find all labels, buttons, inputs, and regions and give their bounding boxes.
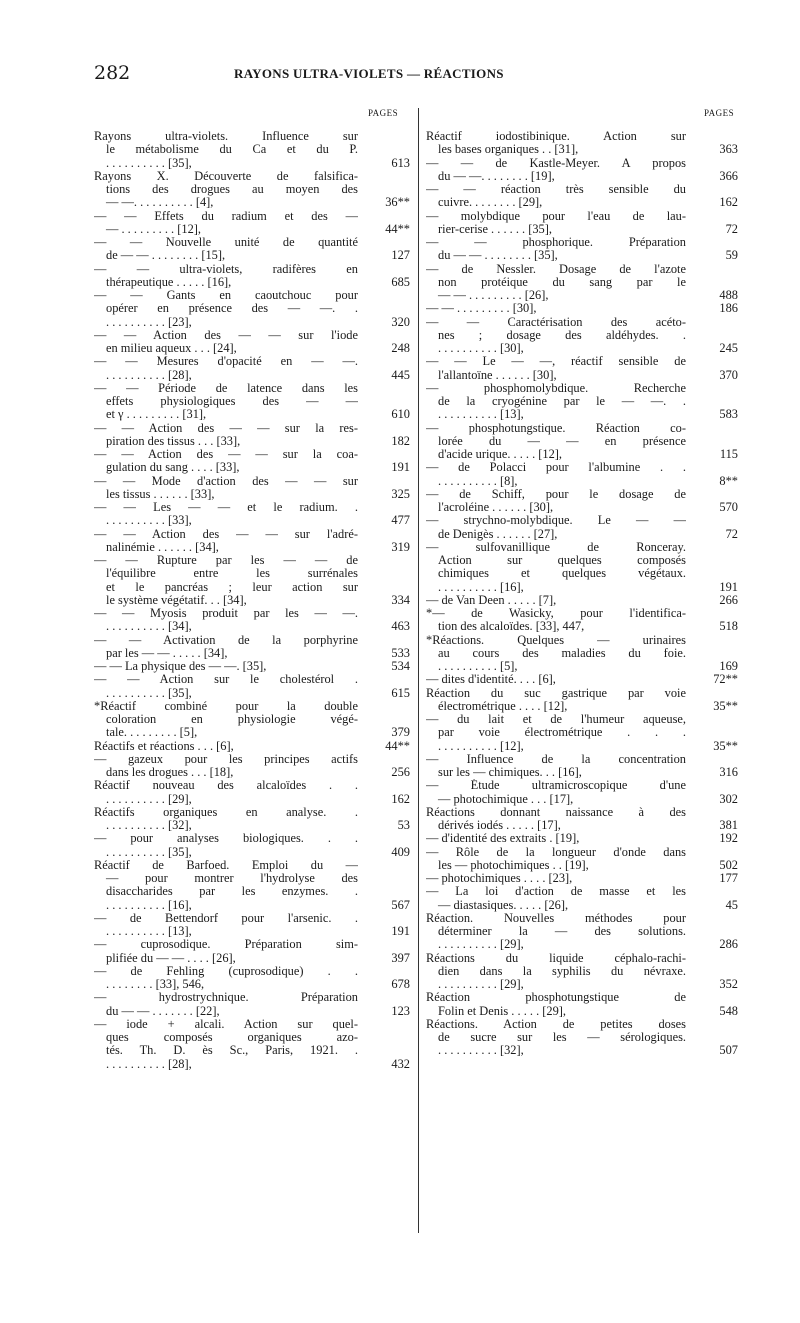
index-entry	[426, 991, 738, 1018]
entry-line: — — Action des — — sur la res-	[94, 421, 358, 435]
entry-line: — molybdique pour l'eau de lau-	[426, 209, 686, 223]
entry-line: sur les — chimiques. . . [16],	[438, 766, 582, 779]
entry-line: piration des tissus . . . [33],	[106, 434, 241, 448]
entry-line: . . . . . . . . . . [8],	[438, 474, 518, 488]
entry-line: . . . . . . . . . . [28],	[106, 368, 192, 382]
page-reference: 397	[391, 950, 410, 965]
entry-line: Réactions donnant naissance à des	[426, 805, 686, 819]
entry-line: Réaction. Nouvelles méthodes pour	[426, 911, 686, 925]
index-entry	[94, 329, 410, 356]
page-reference: 35**	[713, 738, 738, 753]
entry-line: *Réactions. Quelques — urinaires	[426, 633, 686, 647]
page-reference: 44**	[385, 221, 410, 236]
entry-line: — d'identité des extraits . [19],	[426, 832, 580, 846]
entry-line: . . . . . . . . . . [35],	[106, 845, 192, 859]
entry-line: . . . . . . . . . . [13],	[438, 408, 524, 422]
page-reference: 72	[725, 221, 738, 236]
page-reference: 534	[391, 659, 410, 673]
page-reference: 115	[719, 447, 738, 461]
entry-line: . . . . . . . . . . [29],	[438, 978, 524, 991]
entry-line: . . . . . . . . . . [33],	[106, 514, 192, 528]
entry-line: — — Mode d'action des — — sur	[94, 474, 358, 488]
entry-line: . . . . . . . . . . [29],	[106, 792, 192, 806]
page-reference: 53	[397, 818, 410, 832]
index-entry	[94, 806, 410, 833]
entry-line: le système végétatif. . . [34],	[106, 593, 247, 607]
entry-line: Réaction du suc gastrique par voie	[426, 686, 686, 700]
entry-line: dérivés iodés . . . . . [17],	[438, 819, 561, 832]
index-entry	[94, 912, 410, 939]
entry-line: . . . . . . . . . . [35],	[106, 686, 192, 700]
entry-line: lorée du — — en présence	[438, 434, 686, 448]
page-reference: 363	[719, 142, 738, 157]
page-reference: 320	[391, 314, 410, 329]
page-reference: 319	[391, 539, 410, 554]
entry-line: — hydrostrychnique. Préparation	[94, 991, 358, 1005]
index-entry	[426, 673, 738, 686]
page-reference: 352	[719, 977, 738, 991]
page-reference: 432	[391, 1056, 410, 1071]
entry-line: par les — — . . . . . [34],	[106, 646, 228, 660]
entry-line: déterminer la — des solutions.	[438, 925, 686, 938]
index-entry	[426, 183, 738, 210]
entry-line: — —. . . . . . . . . . [4],	[106, 196, 214, 210]
index-entry	[426, 302, 738, 315]
entry-line: . . . . . . . . . . [35],	[106, 156, 192, 170]
running-title: RAYONS ULTRA-VIOLETS — RÉACTIONS	[234, 66, 504, 81]
page-reference: 567	[391, 897, 410, 912]
page-reference: 169	[719, 659, 738, 673]
entry-line: Réactions du liquide céphalo-rachi-	[426, 951, 686, 965]
entry-line: — — Caractérisation des acéto-	[426, 315, 686, 329]
page-reference: 316	[719, 765, 738, 779]
entry-line: coloration en physiologie végé-	[106, 713, 358, 726]
entry-line: — gazeux pour les principes actifs	[94, 752, 358, 766]
page-reference: 191	[391, 460, 410, 475]
entry-line: gulation du sang . . . . [33],	[106, 461, 240, 475]
entry-line: — de Nessler. Dosage de l'azote	[426, 262, 686, 276]
entry-line: et γ . . . . . . . . . [31],	[106, 408, 207, 422]
entry-line: les — photochimiques . . [19],	[438, 858, 589, 872]
page-reference: 72**	[713, 672, 738, 687]
index-entry	[94, 660, 410, 673]
entry-line: — diastasiques. . . . . [26],	[438, 898, 569, 912]
entry-line: — — La physique des — —. [35],	[94, 660, 267, 673]
entry-line: du — — . . . . . . . . [35],	[438, 249, 558, 263]
entry-line: les bases organiques . . [31],	[438, 143, 579, 157]
page-reference: 685	[391, 274, 410, 289]
index-entry	[426, 832, 738, 845]
entry-line: tés. Th. D. ès Sc., Paris, 1921. .	[106, 1044, 358, 1058]
entry-line: disaccharides par les enzymes. .	[106, 885, 358, 899]
page-reference: 502	[719, 857, 738, 872]
entry-line: — — Le — —, réactif sensible de	[426, 355, 686, 369]
index-entry	[426, 753, 738, 780]
index-entry	[426, 422, 738, 462]
index-entry	[426, 806, 738, 833]
entry-line: — — Action sur le cholestérol .	[94, 673, 358, 687]
left-entries	[94, 130, 410, 1071]
index-entry	[94, 130, 410, 170]
index-entry	[426, 541, 738, 594]
page-reference: 191	[719, 579, 738, 594]
entry-line: Folin et Denis . . . . . [29],	[438, 1004, 567, 1018]
entry-line: . . . . . . . . . . [16],	[438, 580, 524, 594]
index-entry	[426, 210, 738, 237]
entry-line: — — de Kastle-Meyer. A propos	[426, 156, 686, 170]
index-entry	[426, 687, 738, 714]
page-reference: 36**	[385, 195, 410, 210]
entry-line: — — Gants en caoutchouc pour	[94, 289, 358, 302]
index-entry	[426, 263, 738, 303]
page-reference: 256	[391, 765, 410, 779]
entry-line: — de Bettendorf pour l'arsenic. .	[94, 911, 358, 925]
entry-line: opérer en présence des — —. .	[106, 302, 358, 316]
entry-line: chimiques et quelques végétaux.	[438, 567, 686, 581]
entry-line: — — Nouvelle unité de quantité	[94, 236, 358, 249]
entry-line: dien dans la syphilis du névraxe.	[438, 964, 686, 978]
entry-line: de — — . . . . . . . . [15],	[106, 249, 226, 263]
index-entry	[94, 554, 410, 607]
entry-line: . . . . . . . . . . [13],	[106, 925, 192, 938]
page-reference: 533	[391, 645, 410, 660]
entry-line: nalinémie . . . . . . [34],	[106, 540, 219, 554]
index-entry	[94, 859, 410, 912]
page-reference: 381	[719, 818, 738, 832]
index-entry	[426, 355, 738, 382]
entry-line: — du lait et de l'humeur aqueuse,	[426, 713, 686, 726]
entry-line: — Influence de la concentration	[426, 752, 686, 766]
page-reference: 191	[391, 924, 410, 938]
index-entry	[94, 1018, 410, 1071]
entry-line: — de Schiff, pour le dosage de	[426, 487, 686, 501]
page-reference: 370	[719, 367, 738, 382]
entry-line: . . . . . . . . . . [32],	[106, 819, 192, 832]
page-reference: 186	[719, 301, 738, 316]
entry-line: — . . . . . . . . . [12],	[106, 222, 201, 236]
index-entry	[426, 461, 738, 488]
entry-line: . . . . . . . . . . [29],	[438, 938, 524, 952]
index-entry	[426, 594, 738, 607]
entry-line: nes ; dosage des aldéhydes. .	[438, 328, 686, 342]
page-reference: 507	[719, 1043, 738, 1058]
index-entry	[426, 912, 738, 952]
index-entry	[426, 488, 738, 515]
entry-line: l'allantoïne . . . . . . [30],	[438, 368, 557, 382]
pages-label: PAGES	[368, 108, 399, 118]
page-reference: 245	[719, 341, 738, 355]
page-reference: 35**	[713, 698, 738, 713]
page-reference: 182	[391, 433, 410, 448]
entry-line: . . . . . . . . . . [12],	[438, 739, 524, 753]
index-entry	[94, 236, 410, 263]
index-entry	[426, 952, 738, 992]
entry-line: Réactions. Action de petites doses	[426, 1017, 686, 1031]
index-entry	[94, 170, 410, 210]
entry-line: au cours des maladies du foie.	[438, 646, 686, 660]
page-reference: 59	[725, 248, 738, 263]
entry-line: — photochimique . . . [17],	[438, 792, 574, 806]
page-reference: 610	[391, 407, 410, 422]
index-entry	[94, 753, 410, 780]
page-reference: 334	[391, 592, 410, 607]
page-reference: 72	[725, 526, 738, 541]
entry-line: cuivre. . . . . . . . [29],	[438, 196, 543, 210]
entry-line: l'équilibre entre les surrénales	[106, 567, 358, 581]
entry-line: — — Action des — — sur l'adré-	[94, 527, 358, 541]
page-number: 282	[94, 62, 131, 84]
entry-line: dans les drogues . . . [18],	[106, 766, 234, 779]
index-entry	[426, 779, 738, 806]
index-entry	[426, 316, 738, 356]
entry-line: . . . . . . . . . . [5],	[438, 660, 518, 673]
entry-line: Réactif nouveau des alcaloïdes . .	[94, 779, 358, 793]
running-head	[94, 62, 734, 86]
entry-line: — — phosphorique. Préparation	[426, 236, 686, 249]
entry-line: — de Fehling (cuprosodique) . .	[94, 964, 358, 978]
entry-line: — pour montrer l'hydrolyse des	[106, 872, 358, 885]
page-reference: 366	[719, 168, 738, 183]
index-entry	[426, 382, 738, 422]
entry-line: — — . . . . . . . . . [30],	[426, 302, 537, 316]
index-entry	[94, 700, 410, 740]
index-entry	[94, 740, 410, 753]
entry-line: . . . . . . . . . . [32],	[438, 1044, 524, 1058]
entry-line: — La loi d'action de masse et les	[426, 885, 686, 899]
index-entry	[426, 846, 738, 873]
entry-line: rier-cerise . . . . . . [35],	[438, 222, 552, 236]
entry-line: . . . . . . . . [33], 546,	[106, 978, 205, 991]
entry-line: ques composés organiques azo-	[106, 1031, 358, 1044]
index-entry	[94, 634, 410, 661]
entry-line: — Rôle de la longueur d'onde dans	[426, 845, 686, 859]
index-entry	[94, 289, 410, 329]
entry-line: . . . . . . . . . . [16],	[106, 898, 192, 912]
entry-line: — — . . . . . . . . . [26],	[438, 289, 549, 302]
page-reference: 8**	[719, 473, 738, 488]
page-reference: 45	[725, 897, 738, 912]
index-entry	[426, 130, 738, 157]
page-reference: 286	[719, 937, 738, 952]
entry-line: de Denigès . . . . . . [27],	[438, 527, 558, 541]
index-entry	[94, 210, 410, 237]
entry-line: — Étude ultramicroscopique d'une	[426, 779, 686, 793]
entry-line: — phosphomolybdique. Recherche	[426, 381, 686, 395]
page-reference: 488	[719, 288, 738, 302]
index-entry	[426, 607, 738, 634]
page-reference: 44**	[385, 738, 410, 753]
page-reference: 583	[719, 407, 738, 422]
index-entry	[426, 157, 738, 184]
entry-line: tale. . . . . . . . . [5],	[106, 726, 198, 740]
entry-line: l'acroléine . . . . . . [30],	[438, 501, 554, 514]
index-entry	[94, 475, 410, 502]
page-reference: 127	[391, 248, 410, 263]
index-entry	[94, 832, 410, 859]
entry-line: tion des alcaloïdes. [33], 447,	[438, 620, 585, 634]
entry-line: — de Polacci pour l'albumine . .	[426, 461, 686, 475]
entry-line: électrométrique . . . . [12],	[438, 699, 568, 713]
page-reference: 613	[391, 155, 410, 170]
page-reference: 615	[391, 685, 410, 700]
entry-line: — — Action des — — sur la coa-	[94, 448, 358, 461]
index-entry	[94, 448, 410, 475]
entry-line: — pour analyses biologiques. . .	[94, 832, 358, 846]
index-entry	[426, 885, 738, 912]
pages-label: PAGES	[704, 108, 735, 118]
entry-line: — de Van Deen . . . . . [7],	[426, 593, 557, 607]
entry-line: — — Mesures d'opacité en — —.	[94, 355, 358, 369]
entry-line: Réactifs et réactions . . . [6],	[94, 739, 234, 753]
entry-line: du — —. . . . . . . . [19],	[438, 169, 555, 183]
page-reference: 192	[719, 831, 738, 846]
index-entry	[94, 991, 410, 1018]
entry-line: par voie électrométrique . . .	[438, 726, 686, 740]
index-entry	[94, 528, 410, 555]
index-entry	[426, 514, 738, 541]
entry-line: Réaction phosphotungstique de	[426, 991, 686, 1005]
index-entry	[94, 965, 410, 992]
entry-line: . . . . . . . . . . [30],	[438, 342, 524, 355]
entry-line: du — — . . . . . . . [22],	[106, 1004, 220, 1018]
index-entry	[94, 382, 410, 422]
entry-line: Réactifs organiques en analyse. .	[94, 805, 358, 819]
entry-line: Action sur quelques composés	[438, 554, 686, 567]
entry-line: *Réactif combiné pour la double	[94, 699, 358, 713]
entry-line: Réactif de Barfoed. Emploi du —	[94, 858, 358, 872]
entry-line: le métabolisme du Ca et du P.	[106, 143, 358, 157]
entry-line: Réactif iodostibinique. Action sur	[426, 130, 686, 143]
page-reference: 445	[391, 367, 410, 382]
entry-line: d'acide urique. . . . . [12],	[438, 448, 563, 461]
page-reference: 518	[719, 619, 738, 634]
index-entry	[426, 236, 738, 263]
entry-line: les tissus . . . . . . [33],	[106, 487, 215, 501]
entry-line: — sulfovanillique de Ronceray.	[426, 540, 686, 554]
page-reference: 302	[719, 791, 738, 806]
entry-line: — cuprosodique. Préparation sim-	[94, 938, 358, 952]
entry-line: . . . . . . . . . . [28],	[106, 1057, 192, 1071]
entry-line: — — réaction très sensible du	[426, 183, 686, 196]
page-reference: 266	[719, 592, 738, 607]
index-entry	[94, 422, 410, 449]
entry-line: effets physiologiques des — —	[106, 395, 358, 408]
right-entries	[426, 130, 738, 1058]
entry-line: — — Action des — — sur l'iode	[94, 328, 358, 342]
page-reference: 325	[391, 486, 410, 501]
entry-line: non protéique du sang par le	[438, 275, 686, 289]
page-reference: 162	[719, 195, 738, 210]
entry-line: — — Effets du radium et des —	[94, 209, 358, 223]
entry-line: — dites d'identité. . . . [6],	[426, 673, 556, 687]
page-reference: 548	[719, 1003, 738, 1018]
page-reference: 570	[719, 500, 738, 514]
entry-line: — — Les — — et le radium. .	[94, 501, 358, 514]
entry-line: Rayons X. Découverte de falsifica-	[94, 169, 358, 183]
entry-line: *— de Wasicky, pour l'identifica-	[426, 607, 686, 620]
index-entry	[94, 938, 410, 965]
entry-line: . . . . . . . . . . [23],	[106, 315, 192, 329]
page-reference: 463	[391, 619, 410, 634]
entry-line: . . . . . . . . . . [34],	[106, 620, 192, 634]
index-entry	[94, 607, 410, 634]
index-entry	[94, 779, 410, 806]
page-reference: 123	[391, 1003, 410, 1018]
entry-line: de la cryogénine par le — —. .	[438, 395, 686, 408]
page-reference: 177	[719, 871, 738, 885]
entry-line: Rayons ultra-violets. Influence sur	[94, 130, 358, 143]
entry-line: — photochimiques . . . . [23],	[426, 872, 573, 885]
entry-line: — — Période de latence dans les	[94, 381, 358, 395]
index-entry	[94, 355, 410, 382]
entry-line: en milieu aqueux . . . [24],	[106, 342, 237, 355]
entry-line: — strychno-molybdique. Le — —	[426, 514, 686, 528]
entry-line: de sucre sur les — sérologiques.	[438, 1031, 686, 1044]
index-entry	[426, 634, 738, 674]
entry-line: tions des drogues au moyen des	[106, 183, 358, 196]
index-entry	[426, 872, 738, 885]
index-entry	[94, 501, 410, 528]
page-reference: 248	[391, 341, 410, 355]
entry-line: — phosphotungstique. Réaction co-	[426, 421, 686, 435]
page-reference: 477	[391, 513, 410, 528]
index-entry	[94, 673, 410, 700]
entry-line: — — Activation de la porphyrine	[94, 633, 358, 647]
entry-line: — — Rupture par les — — de	[94, 554, 358, 567]
entry-line: plifiée du — — . . . . [26],	[106, 951, 236, 965]
entry-line: — — Myosis produit par les — —.	[94, 607, 358, 620]
entry-line: thérapeutique . . . . . [16],	[106, 275, 232, 289]
page-reference: 379	[391, 725, 410, 740]
page-reference: 678	[391, 977, 410, 991]
index-entry	[426, 1018, 738, 1058]
page-reference: 162	[391, 791, 410, 806]
index-entry	[426, 713, 738, 753]
entry-line: — — ultra-violets, radifères en	[94, 262, 358, 276]
column-divider	[418, 108, 419, 1233]
index-entry	[94, 263, 410, 290]
entry-line: — iode + alcali. Action sur quel-	[94, 1017, 358, 1031]
entry-line: et le pancréas ; leur action sur	[106, 580, 358, 594]
page-reference: 409	[391, 844, 410, 859]
